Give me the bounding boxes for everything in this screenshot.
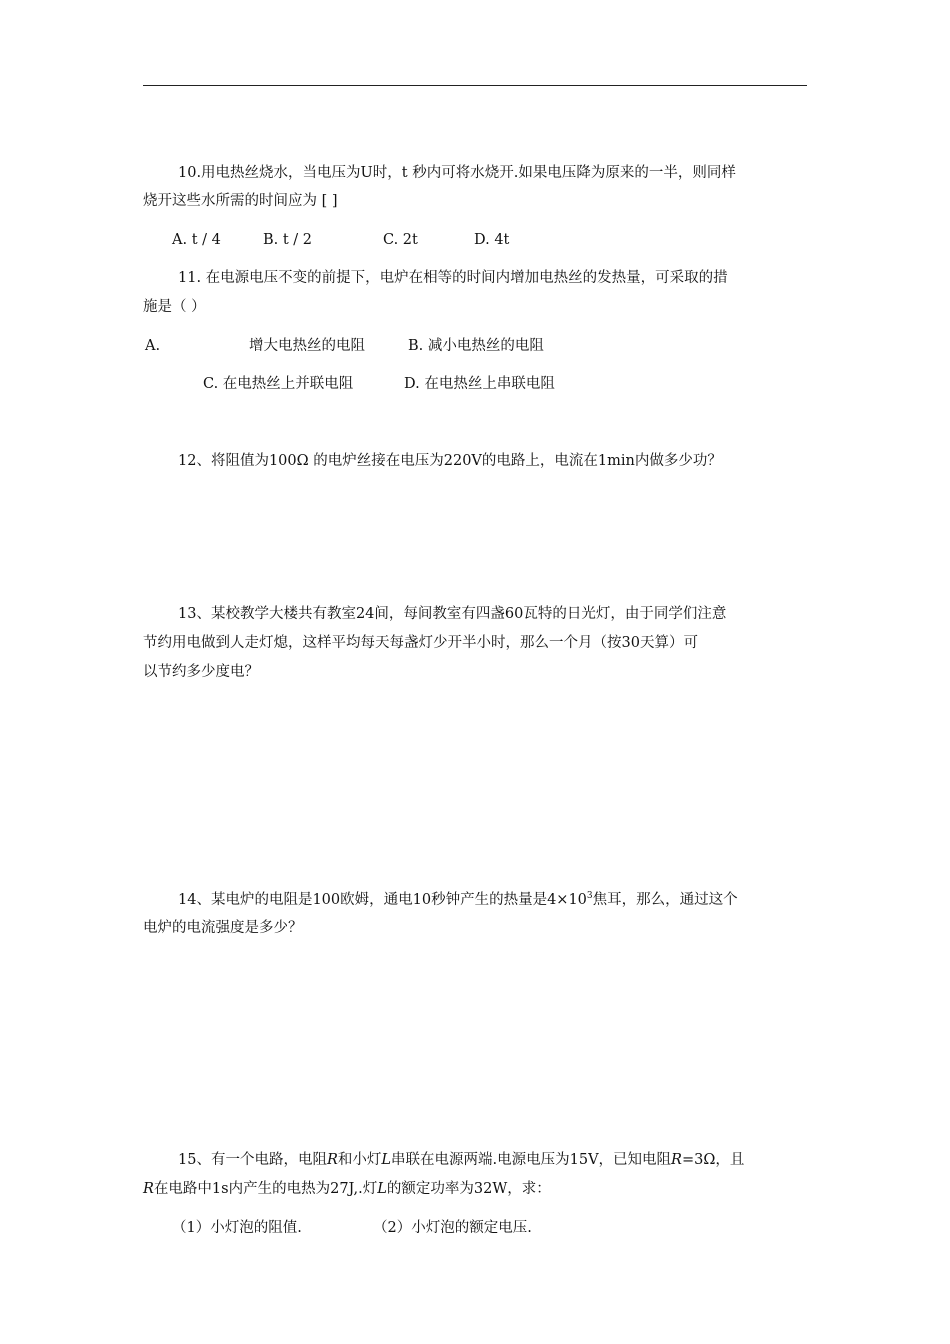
q13-line-2: 节约用电做到人走灯熄，这样平均每天每盏灯少开半小时，那么一个月（按30天算）可 <box>143 635 698 651</box>
q10-option-c: C. 2t <box>383 232 418 248</box>
q11-line-2: 施是（ ） <box>143 299 206 315</box>
q11-option-a: 增大电热丝的电阻 <box>249 338 365 354</box>
q15-line-1 <box>178 1150 744 1170</box>
q15-symbol-r: R <box>143 1181 154 1197</box>
q11-option-b: B. 减小电热丝的电阻 <box>408 338 544 354</box>
q10-line-1: 10.用电热丝烧水，当电压为U时，t 秒内可将水烧开.如果电压降为原来的一半，则同样 <box>178 165 736 181</box>
q15-sub-question-2: （2）小灯泡的额定电压. <box>373 1220 532 1236</box>
q14-line-1 <box>178 890 738 910</box>
q14-line-1-text-b: 焦耳，那么，通过这个 <box>592 892 738 908</box>
q14-line-2: 电炉的电流强度是多少？ <box>143 920 303 936</box>
q15-text: 串联在电源两端.电源电压为15V，已知电阻 <box>391 1152 672 1168</box>
q15-symbol-l: L <box>381 1152 392 1168</box>
q11-option-c: C. 在电热丝上并联电阻 <box>203 376 354 392</box>
q10-line-2: 烧开这些水所需的时间应为 [ ] <box>143 193 338 209</box>
q11-option-a-label: A. <box>145 338 161 354</box>
q13-line-3: 以节约多少度电？ <box>143 664 259 680</box>
q11-line-1: 11. 在电源电压不变的前提下，电炉在相等的时间内增加电热丝的发热量，可采取的措 <box>178 270 728 286</box>
q15-sub-question-1: （1）小灯泡的阻值. <box>172 1220 302 1236</box>
q14-exponent: 3 <box>586 891 593 901</box>
q15-text: 的额定功率为32W，求： <box>386 1181 551 1197</box>
q10-option-d: D. 4t <box>474 232 510 248</box>
q15-symbol-r: R <box>671 1152 682 1168</box>
q14-line-1-text-a: 14、某电炉的电阻是100欧姆，通电10秒钟产生的热量是4×10 <box>178 892 587 908</box>
q15-text: 15、有一个电路，电阻 <box>178 1152 327 1168</box>
q13-line-1: 13、某校教学大楼共有教室24间，每间教室有四盏60瓦特的日光灯，由于同学们注意 <box>178 606 727 622</box>
q15-text: =3Ω，且 <box>681 1152 745 1168</box>
q15-symbol-r: R <box>326 1152 338 1168</box>
q10-option-a: A. t / 4 <box>172 232 221 248</box>
q11-option-d: D. 在电热丝上串联电阻 <box>404 376 555 392</box>
header-rule <box>143 85 807 86</box>
q15-symbol-l: L <box>377 1181 387 1197</box>
q12-line-1: 12、将阻值为100Ω 的电炉丝接在电压为220V的电路上，电流在1min内做多少功？ <box>178 453 722 469</box>
q15-text: 和小灯 <box>337 1152 382 1168</box>
q10-option-b: B. t / 2 <box>263 232 313 248</box>
q15-text: 在电路中1s内产生的电热为27J,.灯 <box>153 1181 378 1197</box>
q15-line-2 <box>143 1179 551 1199</box>
